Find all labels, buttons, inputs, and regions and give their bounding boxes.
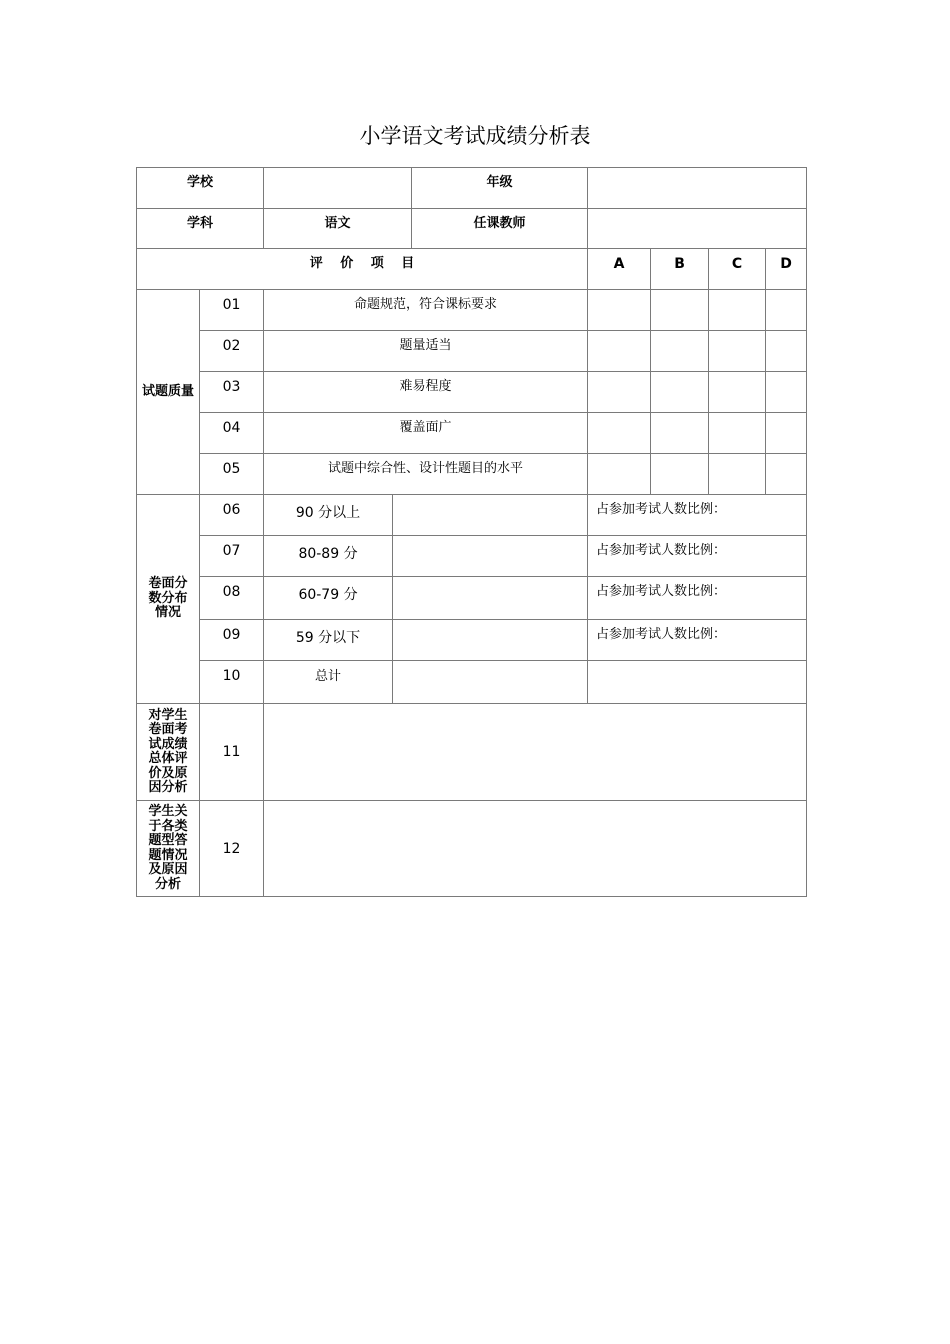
row-no-cell [200, 620, 264, 661]
item-text: 题量适当 [399, 338, 452, 353]
grade-d-cell[interactable] [766, 290, 807, 331]
grade-a-cell[interactable] [588, 331, 651, 372]
item-no-cell [200, 454, 264, 495]
item-text-cell [264, 290, 588, 331]
row-no-cell [200, 577, 264, 620]
count-cell[interactable] [393, 495, 588, 536]
types-label-cell [137, 801, 200, 897]
grade-c-cell[interactable] [709, 290, 766, 331]
ratio-label: 占参加考试人数比例： [596, 543, 727, 558]
row-no-cell [200, 536, 264, 577]
grade-d-cell[interactable] [766, 454, 807, 495]
item-no: 02 [222, 338, 241, 354]
item-text: 覆盖面广 [399, 420, 452, 435]
types-row [137, 801, 807, 897]
school-value-cell[interactable] [264, 168, 412, 209]
row-no: 06 [222, 502, 241, 518]
grade-value[interactable] [588, 168, 806, 175]
grade-a-cell[interactable] [588, 454, 651, 495]
row-no: 10 [222, 668, 241, 684]
quality-row [137, 454, 807, 495]
grade-c-cell[interactable] [709, 413, 766, 454]
teacher-value[interactable] [588, 209, 806, 216]
document-title: 小学语文考试成绩分析表 [359, 124, 591, 148]
header-row-1 [137, 168, 807, 209]
ratio-cell[interactable] [588, 536, 807, 577]
grade-label-cell [412, 168, 588, 209]
row-no: 08 [222, 584, 241, 600]
ratio-label: 占参加考试人数比例： [596, 584, 727, 599]
item-text: 难易程度 [399, 379, 452, 394]
col-b-header [651, 249, 709, 290]
ratio-cell[interactable] [588, 661, 807, 704]
grade-d-cell[interactable] [766, 372, 807, 413]
quality-row [137, 372, 807, 413]
overall-label: 对学生卷面考试成绩总体评价及原因分析 [148, 707, 188, 795]
quality-row [137, 413, 807, 454]
quality-row [137, 290, 807, 331]
overall-no: 11 [222, 744, 241, 760]
score-range: 60-79 分 [298, 587, 358, 603]
count-cell[interactable] [393, 661, 588, 704]
teacher-label: 任课教师 [473, 216, 526, 231]
eval-header-cell [137, 249, 588, 290]
school-value[interactable] [264, 168, 411, 175]
row-no: 07 [222, 543, 241, 559]
distribution-row [137, 536, 807, 577]
count-cell[interactable] [393, 536, 588, 577]
grade-label: 年级 [486, 175, 513, 190]
grade-d-cell[interactable] [766, 413, 807, 454]
subject-value[interactable]: 语文 [324, 216, 351, 231]
col-d-label: D [780, 256, 792, 272]
item-no-cell [200, 290, 264, 331]
item-no-cell [200, 413, 264, 454]
ratio-cell[interactable] [588, 577, 807, 620]
subject-value-cell[interactable] [264, 209, 412, 249]
teacher-label-cell [412, 209, 588, 249]
grade-b-cell[interactable] [651, 372, 709, 413]
distribution-total-row [137, 661, 807, 704]
item-no-cell [200, 372, 264, 413]
ratio-label [596, 661, 806, 668]
item-no: 04 [222, 420, 241, 436]
ratio-cell[interactable] [588, 495, 807, 536]
col-c-label: C [731, 256, 743, 272]
distribution-section-label-cell [137, 495, 200, 704]
item-no: 05 [222, 461, 241, 477]
overall-no-cell [200, 704, 264, 801]
eval-header-row [137, 249, 807, 290]
overall-label-cell [137, 704, 200, 801]
item-text: 试题中综合性、设计性题目的水平 [328, 461, 524, 476]
types-text-cell[interactable] [264, 801, 807, 897]
distribution-section-label: 卷面分数分布情况 [148, 576, 188, 621]
grade-d-cell[interactable] [766, 331, 807, 372]
col-b-label: B [674, 256, 685, 272]
quality-section-label: 试题质量 [141, 383, 194, 399]
quality-section-label-cell [137, 290, 200, 495]
distribution-row [137, 620, 807, 661]
item-text-cell [264, 372, 588, 413]
item-text: 命题规范，符合课标要求 [354, 297, 498, 312]
col-a-label: A [613, 256, 625, 272]
types-no: 12 [222, 840, 241, 857]
score-range-cell [264, 495, 393, 536]
score-range: 90 分以上 [295, 505, 361, 521]
col-c-header [709, 249, 766, 290]
score-range-cell [264, 536, 393, 577]
teacher-value-cell[interactable] [588, 209, 807, 249]
ratio-label: 占参加考试人数比例： [596, 502, 727, 517]
score-range-cell [264, 577, 393, 620]
types-no-cell [200, 801, 264, 897]
school-label-cell [137, 168, 264, 209]
grade-c-cell[interactable] [709, 372, 766, 413]
ratio-cell[interactable] [588, 620, 807, 661]
score-range: 总计 [315, 669, 342, 684]
distribution-row [137, 495, 807, 536]
grade-c-cell[interactable] [709, 454, 766, 495]
item-no: 01 [222, 297, 241, 313]
col-a-header [588, 249, 651, 290]
overall-row [137, 704, 807, 801]
types-label: 学生关于各类题型答题情况及原因分析 [148, 804, 188, 892]
quality-row [137, 331, 807, 372]
grade-a-cell[interactable] [588, 290, 651, 331]
item-text-cell [264, 413, 588, 454]
row-no: 09 [222, 627, 241, 643]
row-no-cell [200, 495, 264, 536]
distribution-row [137, 577, 807, 620]
grade-value-cell[interactable] [588, 168, 807, 209]
grade-b-cell[interactable] [651, 454, 709, 495]
school-label: 学校 [187, 175, 214, 190]
subject-label: 学科 [187, 216, 214, 231]
subject-label-cell [137, 209, 264, 249]
col-d-header [766, 249, 807, 290]
count-cell[interactable] [393, 620, 588, 661]
grade-b-cell[interactable] [651, 331, 709, 372]
score-range-cell [264, 661, 393, 704]
item-no: 03 [222, 379, 241, 395]
header-row-2 [137, 209, 807, 249]
score-range: 59 分以下 [295, 630, 361, 646]
item-no-cell [200, 331, 264, 372]
count-cell[interactable] [393, 577, 588, 620]
grade-b-cell[interactable] [651, 413, 709, 454]
overall-text-cell[interactable] [264, 704, 807, 801]
grade-a-cell[interactable] [588, 372, 651, 413]
row-no-cell [200, 661, 264, 704]
analysis-table [136, 167, 807, 897]
score-range-cell [264, 620, 393, 661]
grade-c-cell[interactable] [709, 331, 766, 372]
ratio-label: 占参加考试人数比例： [596, 627, 727, 642]
item-text-cell [264, 454, 588, 495]
grade-a-cell[interactable] [588, 413, 651, 454]
eval-header-label: 评 价 项 目 [309, 256, 415, 271]
item-text-cell [264, 331, 588, 372]
grade-b-cell[interactable] [651, 290, 709, 331]
score-range: 80-89 分 [298, 546, 358, 562]
